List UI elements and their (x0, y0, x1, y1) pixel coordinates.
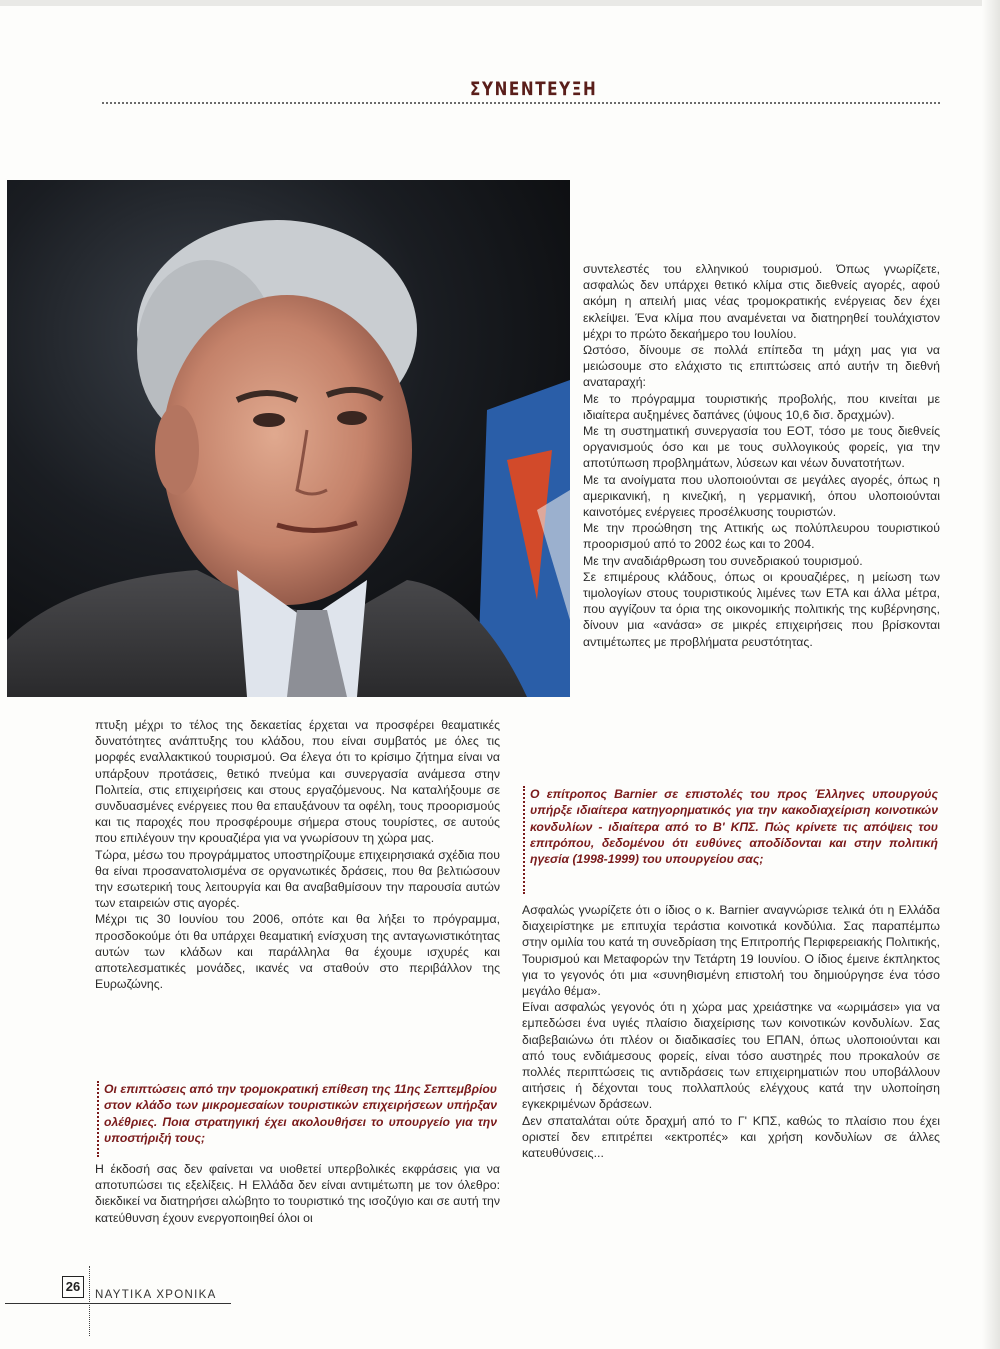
magazine-name: ΝΑΥΤΙΚΑ ΧΡΟΝΙΚΑ (95, 1289, 217, 1301)
paragraph: Με την αναδιάρθρωση του συνεδριακού τουρισμού. (583, 553, 863, 568)
portrait-illustration (7, 180, 570, 697)
question-barnier: Ο επίτροπος Barnier σε επιστολές του προς Έλληνες υπουργούς υπήρξε ιδιαίτερα κατηγορηματικός για την κακοδιαχείριση κοινοτικών κονδυλίων - ιδιαίτερα από το Β' ΚΠΣ. Πώς κρίνετε τις απόψεις του επιτρόπου, δεδομένου ότι ευθύνες αποδίδονται και στην πολιτική ηγεσία (1998-1999) του υπουργείου σας; (530, 787, 938, 867)
paragraph: Ωστόσο, δίνουμε σε πολλά επίπεδα τη μάχη μας για να μειώσουμε στο ελάχιστο τις επιπτώσεις από αυτήν τη διεθνή αναταραχή: (583, 343, 940, 390)
paragraph: Με τη συστηματική συνεργασία του ΕΟΤ, τόσο με τους διεθνείς οργανισμούς όσο και με τους συλλογικούς φορείς, για την αποτύπωση προβλημάτων, λύσεων και νέων δυνατοτήτων. (583, 424, 940, 471)
question-rule (523, 786, 525, 894)
paragraph: πτυξη μέχρι το τέλος της δεκαετίας έρχεται να προσφέρει θεαματικές δυνατότητες ανάπτυξης του κλάδου, που είναι συμβατός με όλες τις μορφές εναλλακτικού τουρισμού. Θα έλεγα ότι το κρίσιμο ζήτημα είναι να υπάρξουν προτάσεις, θετικό πνεύμα και συνεργασία ανάμεσα στην Πολιτεία, στις επιχειρήσεις και στους εργαζόμενους. Να καταλήξουμε σε συνδυασμένες ενέργειες που θα επαυξάνουν τα οφέλη, τους προορισμούς και τις παροχές που προσφέρουμε σήμερα στους τουρίστες, σε αυτούς που επιλέγουν την κρουαζιέρα για να γνωρίσουν τη χώρα μας. (95, 718, 500, 846)
footer-dotted-divider (89, 1266, 90, 1336)
paragraph: Σε επιμέρους κλάδους, όπως οι κρουαζιέρες, η μείωση των τιμολογίων στους τουριστικούς λιμένες των ΕΤΑ και άλλα μέτρα, που αγγίζουν τα όρια της οικονομικής πολιτικής της κυβέρνησης, δίνουν μια «ανάσα» σε μικρές επιχειρήσεις που βρίσκονται αντιμέτωπες με προβλήματα ρευστότητας. (583, 569, 940, 649)
answer-terrorism: Η έκδοσή σας δεν φαίνεται να υιοθετεί υπερβολικές εκφράσεις για να αποτυπώσει τις εξελίξεις. Η Ελλάδα δεν είναι αντιμέτωπη με τον όλεθρο: διεκδικεί να διατηρήσει αλώβητο το τουριστικό της ισοζύγιο και σε αυτή την κατεύθυνση έχουν ενεργοποιηθεί όλοι οι (95, 1162, 500, 1225)
paragraph: Ασφαλώς γνωρίζετε ότι ο ίδιος ο κ. Barnier αναγνώρισε τελικά ότι η Ελλάδα διαχειρίστηκε με επιτυχία τεράστια κοινοτικά κονδύλια. Σας παραπέμπω στην ομιλία του κατά τη συνεδρίαση της Επιτροπής Περιφερειακής Πολιτικής, Τουρισμού και Μεταφορών την Τετάρτη 19 Ιουνίου. Ο ίδιος έμεινε έκπληκτος για το γεγονός ότι μια «συνηθισμένη επιστολή του δημιούργησε ένα τόσο μεγάλο θέμα». (522, 903, 940, 999)
page-right-edge (982, 0, 1000, 1349)
page-top-edge (0, 0, 1000, 6)
question-terrorism: Οι επιπτώσεις από την τρομοκρατική επίθεση της 11ης Σεπτεμβρίου στον κλάδο των μικρομεσαίων τουριστικών επιχειρήσεων υπήρξαν ολέθριες. Ποια στρατηγική έχει ακολουθήσει το υπουργείο για την υποστήριξή τους; (104, 1082, 497, 1145)
paragraph: Δεν σπαταλάται ούτε δραχμή από το Γ' ΚΠΣ, καθώς το πλαίσιο που έχει οριστεί δεν επιτρέπει «εκτροπές» και χρήση κονδυλίων σε άλλες κατευθύνσεις... (522, 1113, 940, 1161)
interviewee-photo (7, 180, 570, 697)
section-header: ΣΥΝΕΝΤΕΥΞΗ (470, 78, 598, 100)
paragraph: Τώρα, μέσω του προγράμματος υποστηρίζουμε επιχειρησιακά σχέδια που θα είναι προσανατολισμένα σε οργανωτικές δράσεις, που θα βελτιώσουν την εσωτερική τους λειτουργία και θα αναβαθμίσουν την παρουσία αυτών των εταιρειών στις αγορές. (95, 847, 500, 911)
header-dotted-rule (102, 102, 940, 104)
footer-rule (5, 1303, 231, 1304)
right-column-bottom (522, 902, 940, 1161)
paragraph: Με το πρόγραμμα τουριστικής προβολής, που κινείται με ιδιαίτερα αυξημένες δαπάνες (ύψους 10,6 δισ. δραχμών). (583, 391, 940, 422)
paragraph: Μέχρι τις 30 Ιουνίου του 2006, οπότε και θα λήξει το πρόγραμμα, προσδοκούμε ότι θα υπάρχει θεαματική ενίσχυση της ανταγωνιστικότητας αυτών των κλάδων και παράλληλα θα έχουμε ισχυρές και αποτελεσματικές μονάδες, ικανές να σταθούν στο περιβάλλον της Ευρωζώνης. (95, 912, 500, 992)
right-column-top (583, 261, 940, 650)
paragraph: Με την προώθηση της Αττικής ως πολύπλευρου τουριστικού προορισμού από το 2002 έως και το 2004. (583, 521, 940, 552)
paragraph: συντελεστές του ελληνικού τουρισμού. Όπως γνωρίζετε, ασφαλώς δεν υπάρχει θετικό κλίμα στις διεθνείς αγορές, αφού ακόμη η απειλή μιας νέας τρομοκρατικής ενέργειας δεν έχει εκλείψει. Ένα κλίμα που αναμένεται να διατηρηθεί τουλάχιστον μέχρι το πρώτο δεκαήμερο του Ιουλίου. (583, 262, 940, 341)
left-column (95, 717, 500, 992)
question-rule (97, 1081, 99, 1157)
paragraph: Με τα ανοίγματα που υλοποιούνται σε μεγάλες αγορές, όπως η αμερικανική, η κινεζική, η γερμανική, όπου υλοποιούνται καινοτόμες ενέργειες προσέλκυσης τουριστών. (583, 472, 940, 520)
page-number: 26 (62, 1276, 84, 1298)
paragraph: Είναι ασφαλώς γεγονός ότι η χώρα μας χρειάστηκε να «ωριμάσει» για να εμπεδώσει ένα υγιές πλαίσιο διαχείρισης των κοινοτικών κονδυλίων. Σας διαβεβαιώνω ότι πλέον οι διαδικασίες του ΕΠΑΝ, όπως υλοποιούνται και από τους ενδιάμεσους φορείς, είναι τόσο αυστηρές που προκαλούν σε πολλές περιπτώσεις τις αντιδράσεις των επιχειρηματιών που υποβάλλουν αιτήσεις ή δέχονται τους πολλαπλούς ελέγχους κατά την υλοποίηση εγκεκριμένων δράσεων. (522, 1000, 940, 1112)
